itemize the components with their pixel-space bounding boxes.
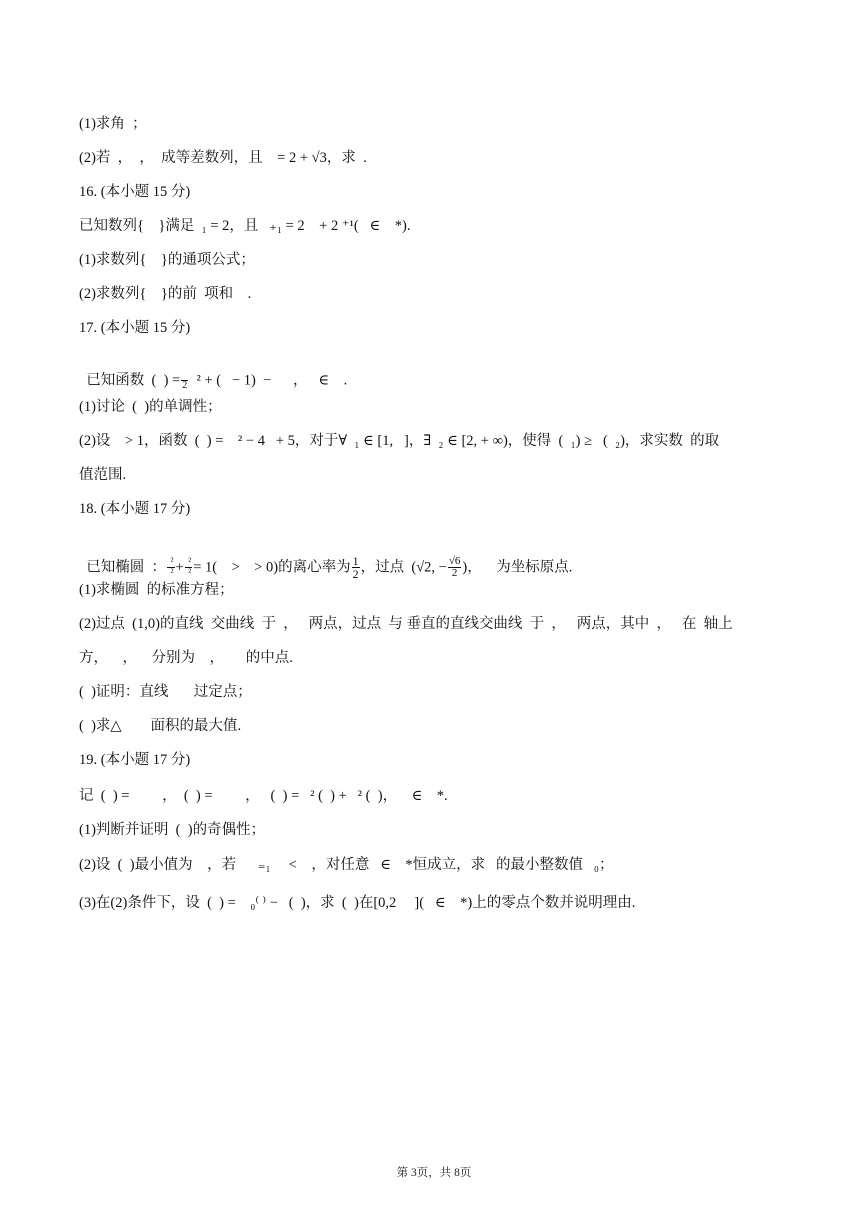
text-line-5: (1)求数列{ }的通项公式；	[79, 252, 255, 268]
fraction-sqrt6-2: $\frac{√6}{2}$	[448, 554, 461, 580]
text-line-22: (2)设 ( )最小值为 ，若 ₌₁ < ，对任意 ∈ *恒成立，求 的最小整数值 ₀；	[79, 857, 614, 873]
fraction-one-half: $\frac{1}{2}$	[352, 553, 359, 582]
text-line-6: (2)求数列{ }的前 项和 .	[79, 286, 252, 302]
text-line-8	[79, 355, 828, 392]
fraction-x2-a2: $\frac{\text{²}}{\text{²}}$	[168, 555, 174, 579]
fraction-y2-b2: $\frac{\text{²}}{\text{²}}$	[185, 555, 192, 579]
text-line-4: 已知数列{ }满足 ₁ = 2，且 ₊₁ = 2 + 2 ⁺¹( ∈ *).	[79, 218, 411, 234]
problem-18-heading: 18. (本小题 17 分)	[79, 501, 191, 517]
line-8-start: 已知函数 ( ) =	[86, 371, 181, 388]
text-line-1: (1)求角 ；	[79, 116, 147, 132]
text-line-15: (2)过点 (1,0)的直线 交曲线 于 ， 两点，过点 与 垂直的直线交曲线 于 ， 两点，其中 ， 在 轴上	[79, 616, 733, 632]
text-line-16: 方， ， 分别为 ， 的中点.	[79, 650, 293, 666]
text-line-20: 记 ( ) = ， ( ) = ， ( ) = ² ( ) + ² ( )， ∈ *.	[79, 788, 448, 804]
text-line-2: (2)若 ， ， 成等差数列，且 = 2 + √3，求 .	[79, 150, 367, 166]
line-13-point: ，过点 (√2, −	[360, 558, 447, 575]
text-line-10: (2)设 > 1，函数 ( ) = ² − 4 + 5，对于∀ ₁ ∈ [1, ]，∃ ₂ ∈ [2, + ∞)，使得 ( ₁) ≥ ( ₂)，求实数 的取	[79, 433, 720, 449]
fraction-half: 2	[181, 370, 188, 392]
line-8-end: ² + ( − 1) − ， ∈ .	[189, 371, 348, 388]
text-line-21: (1)判断并证明 ( )的奇偶性；	[79, 822, 266, 838]
text-line-9: (1)讨论 ( )的单调性；	[79, 399, 222, 415]
text-line-13	[79, 540, 828, 581]
plus-sign: +	[175, 558, 184, 575]
text-line-11: 值范围.	[79, 467, 127, 483]
text-line-17: ( )证明：直线 过定点；	[79, 684, 252, 700]
text-line-14: (1)求椭圆 的标准方程；	[79, 582, 234, 598]
text-line-23: (3)在(2)条件下，设 ( ) = ₀⁽ ⁾ − ( )，求 ( )在[0,2 ]( ∈ *)上的零点个数并说明理由.	[79, 895, 636, 911]
problem-16-heading: 16. (本小题 15 分)	[79, 184, 191, 200]
problem-17-heading: 17. (本小题 15 分)	[79, 320, 191, 336]
line-13-mid: = 1( > > 0)的离心率为	[193, 558, 351, 575]
text-line-18: ( )求△ 面积的最大值.	[79, 718, 242, 734]
line-13-end: )， 为坐标原点.	[462, 558, 573, 575]
page-footer: 第 3页，共 8页	[396, 1167, 472, 1179]
problem-19-heading: 19. (本小题 17 分)	[79, 752, 191, 768]
line-13-start: 已知椭圆 ：	[86, 558, 166, 575]
